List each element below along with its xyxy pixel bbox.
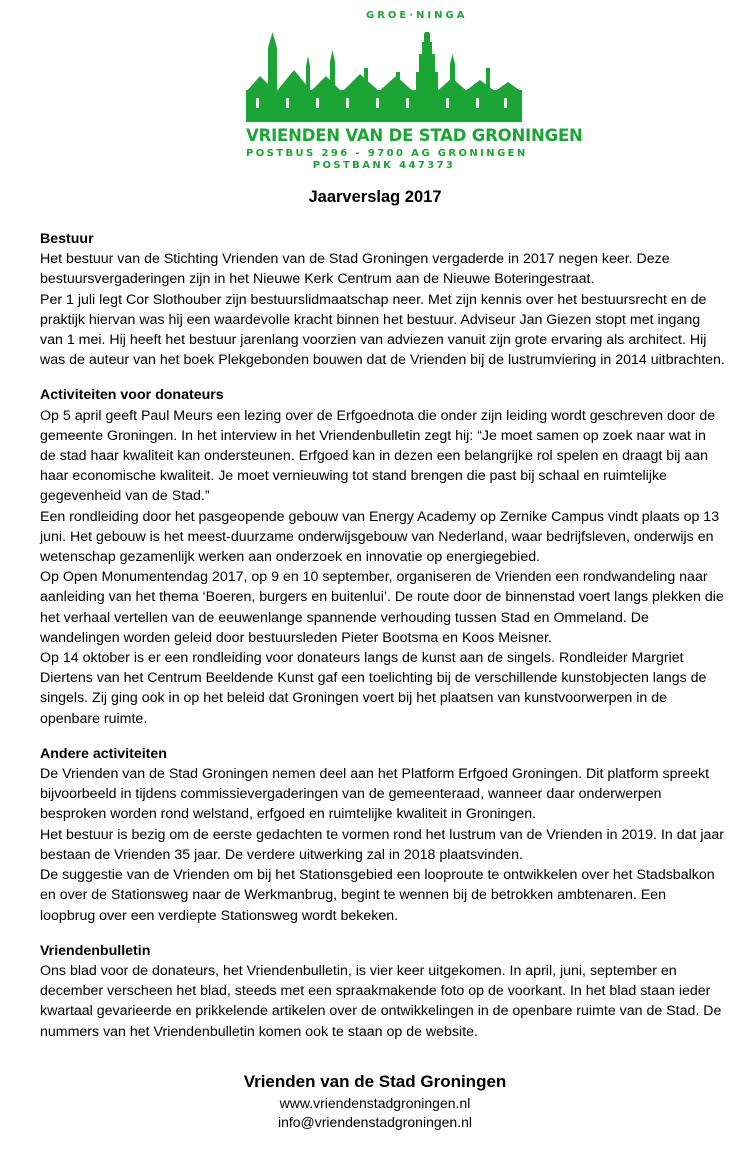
section-heading: Bestuur — [40, 231, 94, 247]
section-andere-activiteiten — [40, 744, 725, 926]
logo — [246, 8, 583, 171]
website-link[interactable]: www.vriendenstadgroningen.nl — [279, 1095, 471, 1111]
logo-org-name: VRIENDEN VAN DE STAD GRONINGEN — [246, 126, 583, 145]
paragraph: De suggestie van de Vrienden om bij het Stationsgebied een looproute te ontwikkelen over het Stadsbalkon en over de Stationsweg naar de Werkmanbrug, begint te wennen bij de betrokken ambtenaren. Een loopbrug over een verdiepte Stationsweg wordt bekeken. — [40, 867, 715, 924]
report-body — [40, 229, 725, 1057]
paragraph: Op Open Monumentendag 2017, op 9 en 10 september, organiseren de Vrienden een rondwandeling naar aanleiding van het thema ‘Boeren, burgers en buitenlui’. De route door de binnenstad voert langs plekken die het verhaal vertellen van de eeuwenlange spannende verhouding tussen Stad en Ommeland. De wandelingen worden geleid door bestuursleden Pieter Bootsma en Koos Meisner. — [40, 569, 724, 646]
section-heading: Vriendenbulletin — [40, 942, 151, 959]
logo-postbank: POSTBANK 447373 — [312, 160, 456, 171]
page-title: Jaarverslag 2017 — [308, 188, 442, 206]
paragraph: Op 14 oktober is er een rondleiding voor donateurs langs de kunst aan de singels. Rondleider Margriet Diertens van het Centrum Beeldende Kunst gaf een toelichting bij de verschillende kunstobjecten langs de singels. Zij ging ook in op het beleid dat Groningen voert bij het plaatsen van kunstvoorwerpen in de openbare ruimte. — [40, 650, 707, 727]
section-vriendenbulletin — [40, 941, 725, 1042]
email-link[interactable]: info@vriendenstadgroningen.nl — [277, 1114, 472, 1130]
paragraph: De Vrienden van de Stad Groningen nemen deel aan het Platform Erfgoed Groningen. Dit platform spreekt bijvoorbeeld in tijdens commissievergaderingen van de gemeenteraad, wanneer daar onderwerpen besproken worden rond welstand, erfgoed en ruimtelijke kwaliteit in Groningen. — [40, 766, 710, 823]
logo-top-text: GROE·NINGA — [366, 10, 468, 21]
skyline-icon — [246, 32, 522, 124]
paragraph: Het bestuur is bezig om de eerste gedachten te vormen rond het lustrum van de Vrienden in 2019. In dat jaar bestaan de Vrienden 35 jaar. De verdere uitwerking zal in 2018 plaatsvinden. — [40, 826, 725, 863]
paragraph: Per 1 juli legt Cor Slothouber zijn bestuurslidmaatschap neer. Met zijn kennis over het bestuursrecht en de praktijk hiervan was hij een waardevolle kracht binnen het bestuur. Adviseur Jan Giezen stopt met ingang van 1 mei. Hij heeft het bestuur jarenlang voorzien van adviezen vanuit zijn grote ervaring als architect. Hij was de auteur van het boek Plekgebonden bouwen dat de Vrienden bij de lustrumviering in 2014 uitbrachten. — [40, 291, 725, 369]
footer — [0, 1070, 750, 1132]
paragraph: Het bestuur van de Stichting Vrienden van de Stad Groningen vergaderde in 2017 negen keer. Deze bestuursvergaderingen zijn in het Nieuwe Kerk Centrum aan de Nieuwe Boteringestraat. — [40, 251, 670, 288]
section-activiteiten — [40, 385, 725, 728]
section-heading: Activiteiten voor donateurs — [40, 387, 224, 404]
section-heading: Andere activiteiten — [40, 745, 167, 762]
footer-org-name: Vrienden van de Stad Groningen — [243, 1072, 507, 1091]
logo-address: POSTBUS 296 - 9700 AG GRONINGEN — [246, 148, 528, 159]
paragraph: Een rondleiding door het pasgeopende gebouw van Energy Academy op Zernike Campus vindt plaats op 13 juni. Het gebouw is het meest-duurzame onderwijsgebouw van Nederland, waar bedrijfsleven, onderwijs en wetenschap gezamenlijk werken aan onderzoek en innovatie op energiegebied. — [40, 508, 720, 566]
section-bestuur — [40, 229, 725, 370]
paragraph: Op 5 april geeft Paul Meurs een lezing over de Erfgoednota die onder zijn leiding wordt geschreven door de gemeente Groningen. In het interview in het Vriendenbulletin zegt hij: “Je moet samen op zoek naar wat in de stad haar kwaliteit kan ondersteunen. Erfgoed kan in dezen een belangrijke rol spelen en draagt bij aan haar economische kwaliteit. Je moet vernieuwing tot stand brengen die past bij schaal en ruimtelijke gegevenheid van de Stad.” — [40, 407, 716, 505]
paragraph: Ons blad voor de donateurs, het Vriendenbulletin, is vier keer uitgekomen. In april, juni, september en december verscheen het blad, steeds met een spraakmakende foto op de voorkant. In het blad staan ieder kwartaal gevarieerde en prikkelende artikelen over de ontwikkelingen in de openbare ruimte van de Stad. De nummers van het Vriendenbulletin komen ook te staan op de website. — [40, 962, 722, 1040]
